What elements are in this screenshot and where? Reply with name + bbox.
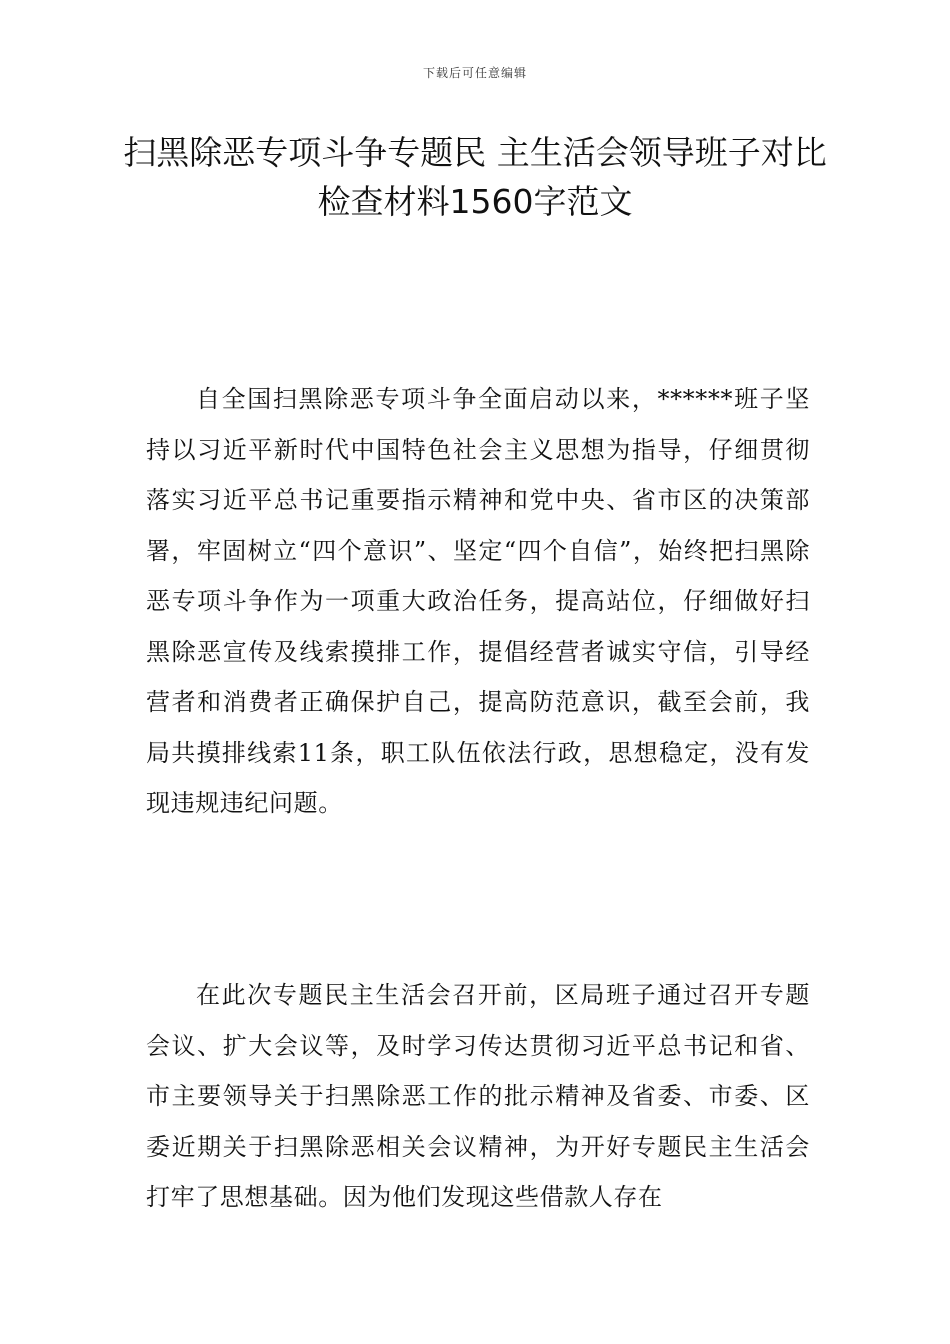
body-paragraph-1: 自全国扫黑除恶专项斗争全面启动以来，******班子坚持以习近平新时代中国特色社会主义思想为指导，仔细贯彻落实习近平总书记重要指示精神和党中央、省市区的决策部署，牢固树立“四个意识”、坚定“四个自信”，始终把扫黑除恶专项斗争作为一项重大政治任务，提高站位，仔细做好扫黑除恶宣传及线索摸排工作，提倡经营者诚实守信，引导经营者和消费者正确保护自己，提高防范意识，截至会前，我局共摸排线索11条，职工队伍依法行政，思想稳定，没有发现违规违纪问题。 [146,385,810,817]
header-note: 下载后可任意编辑 [422,66,527,80]
document-title: 扫黑除恶专项斗争专题民 主生活会领导班子对比检查材料1560字范文 [123,133,827,221]
body-paragraph-2: 在此次专题民主生活会召开前，区局班子通过召开专题会议、扩大会议等，及时学习传达贯彻习近平总书记和省、市主要领导关于扫黑除恶工作的批示精神及省委、市委、区委近期关于扫黑除恶相关会议精神，为开好专题民主生活会打牢了思想基础。因为他们发现这些借款人存在 [146,981,810,1211]
